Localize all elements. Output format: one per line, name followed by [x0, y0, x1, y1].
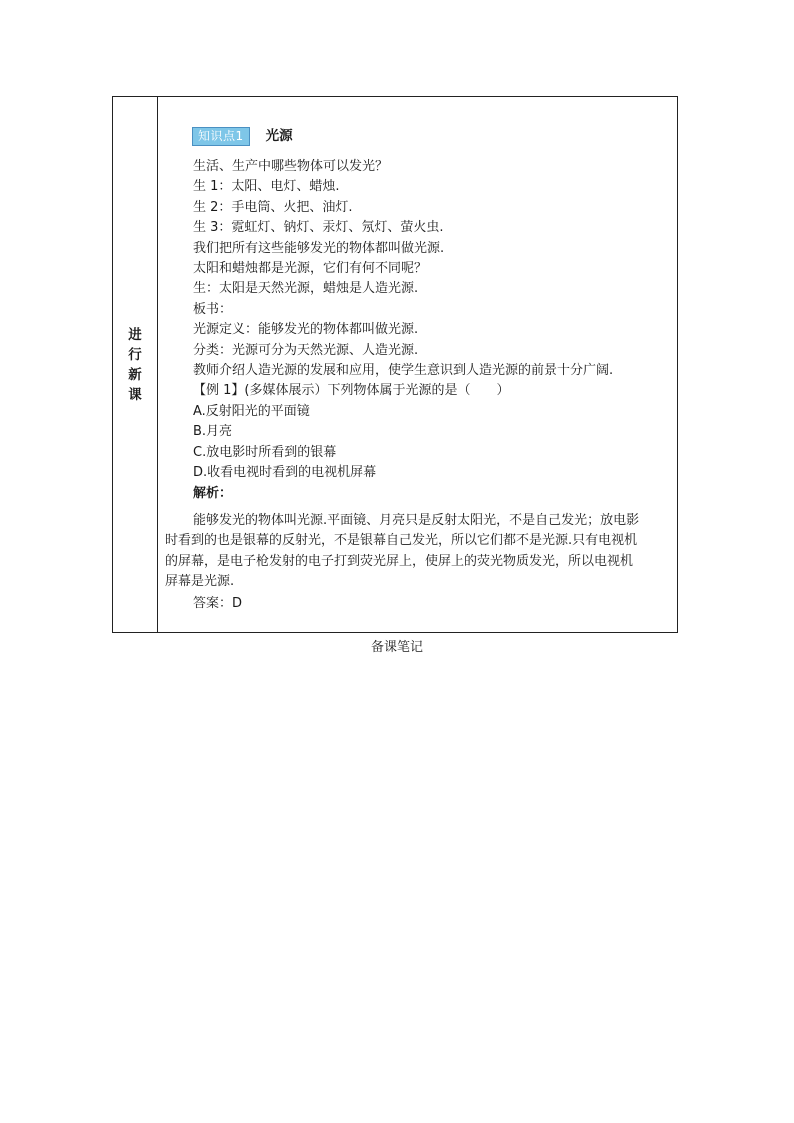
side-label-char: 课 — [128, 386, 142, 403]
lesson-line: 分类：光源可分为天然光源、人造光源. — [193, 342, 419, 358]
lesson-line: 我们把所有这些能够发光的物体都叫做光源. — [193, 240, 445, 256]
lesson-line: 太阳和蜡烛都是光源，它们有何不同呢？ — [193, 261, 428, 277]
side-label — [128, 325, 142, 405]
side-label-cell — [113, 97, 158, 632]
side-label-char: 新 — [128, 366, 142, 383]
analysis-line: 屏幕是光源. — [165, 574, 235, 590]
analysis-line: 时看到的也是银幕的反射光，不是银幕自己发光，所以它们都不是光源.只有电视机 — [165, 533, 638, 549]
analysis-line: 的屏幕，是电子枪发射的电子打到荧光屏上，使屏上的荧光物质发光，所以电视机 — [165, 553, 634, 569]
lesson-line: 教师介绍人造光源的发展和应用，使学生意识到人造光源的前景十分广阔. — [193, 363, 614, 379]
knowledge-point-badge: 知识点1 — [192, 127, 250, 146]
option-b: B.月亮 — [193, 424, 233, 440]
analysis-label: 解析： — [193, 485, 233, 501]
knowledge-point-heading — [192, 126, 293, 146]
lesson-notes-label: 备课笔记 — [370, 640, 423, 655]
lesson-line: 光源定义：能够发光的物体都叫做光源. — [193, 322, 419, 338]
lesson-line: 生 1：太阳、电灯、蜡烛. — [193, 179, 340, 195]
option-d: D.收看电视时看到的电视机屏幕 — [193, 465, 377, 481]
option-c: C.放电影时所看到的银幕 — [193, 444, 337, 460]
side-label-char: 行 — [128, 346, 142, 363]
lesson-line: 生 3：霓虹灯、钠灯、汞灯、氖灯、萤火虫. — [193, 220, 444, 236]
answer-text: 答案：D — [193, 596, 243, 611]
analysis-text — [165, 511, 675, 593]
lesson-body — [193, 157, 673, 504]
content-cell — [158, 97, 677, 632]
lesson-line: 生活、生产中哪些物体可以发光？ — [193, 159, 389, 174]
lesson-line: 生：太阳是天然光源，蜡烛是人造光源. — [193, 281, 419, 297]
lesson-line: 生 2：手电筒、火把、油灯. — [193, 199, 353, 215]
lesson-table — [112, 96, 678, 633]
option-a: A.反射阳光的平面镜 — [193, 403, 310, 419]
side-label-char: 进 — [128, 326, 142, 343]
example-question: 【例 1】(多媒体展示）下列物体属于光源的是（ ） — [193, 383, 510, 399]
analysis-line: 能够发光的物体叫光源.平面镜、月亮只是反射太阳光，不是自己发光；放电影 — [193, 513, 640, 528]
lesson-line: 板书： — [193, 301, 233, 317]
topic-title: 光源 — [265, 128, 293, 144]
